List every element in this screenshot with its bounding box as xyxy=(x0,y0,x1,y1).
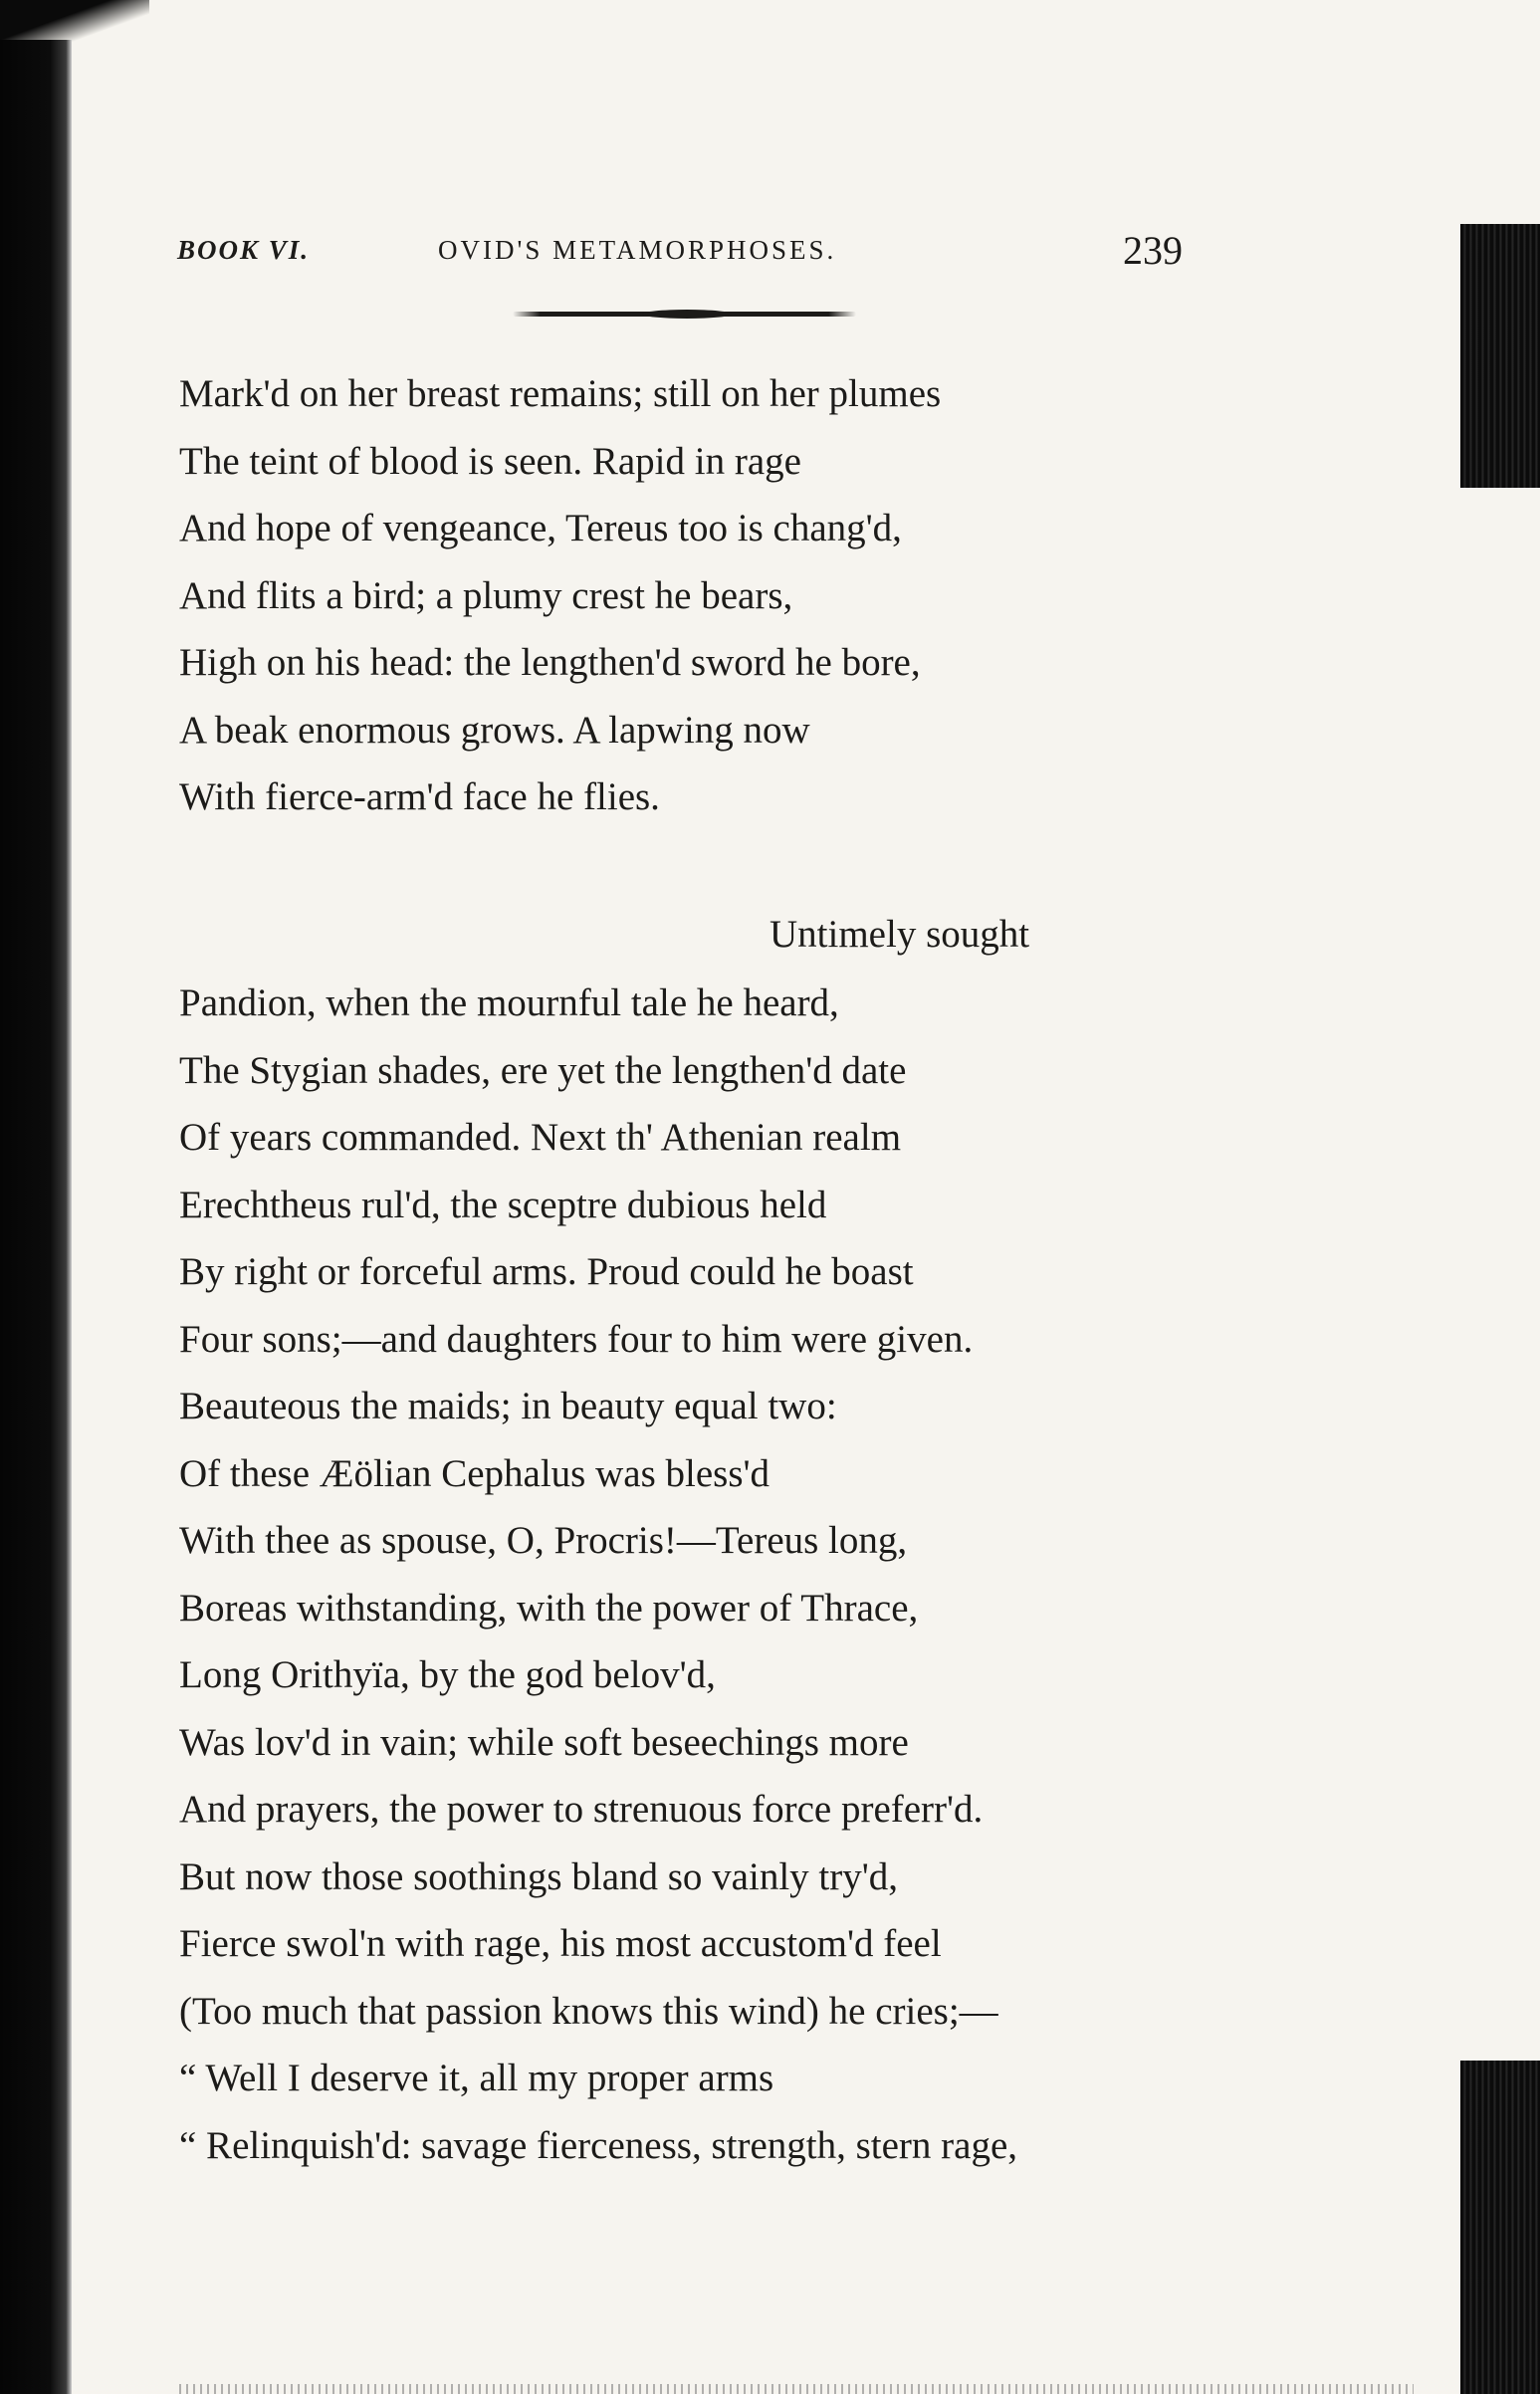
verse-line: Of years commanded. Next th' Athenian realm xyxy=(179,1116,902,1159)
verse-line: High on his head: the lengthen'd sword he bore, xyxy=(179,641,921,684)
verse-line: Of these Æölian Cephalus was bless'd xyxy=(179,1451,770,1495)
verse-line: The teint of blood is seen. Rapid in rage xyxy=(179,439,801,483)
binding-shadow-left xyxy=(0,40,72,2394)
verse-line: With fierce-arm'd face he flies. xyxy=(179,775,660,818)
stanza-2-opening: Untimely sought xyxy=(770,913,1030,956)
verse-line: And prayers, the power to strenuous force preferr'd. xyxy=(179,1788,984,1831)
verse-line: With thee as spouse, O, Procris!—Tereus long, xyxy=(179,1519,908,1562)
verse-line: And flits a bird; a plumy crest he bears, xyxy=(179,573,793,617)
page-edge-right-top xyxy=(1460,224,1540,488)
verse-line: Pandion, when the mournful tale he heard, xyxy=(179,981,839,1024)
verse-line: But now those soothings bland so vainly try'd, xyxy=(179,1854,899,1898)
verse-line: (Too much that passion knows this wind) he cries;— xyxy=(179,1989,998,2033)
verse-line: By right or forceful arms. Proud could he boast xyxy=(179,1250,914,1293)
verse-line: Long Orithyïa, by the god belov'd, xyxy=(179,1653,716,1696)
verse-line: A beak enormous grows. A lapwing now xyxy=(179,708,810,752)
verse-line: Beauteous the maids; in beauty equal two: xyxy=(179,1385,837,1427)
stanza-1 xyxy=(179,360,941,831)
page-edge-right-bottom xyxy=(1460,2061,1540,2394)
verse-line: Mark'd on her breast remains; still on her plumes xyxy=(179,372,942,415)
verse-line: Was lov'd in vain; while soft beseechings more xyxy=(179,1720,909,1764)
verse-line: Fierce swol'n with rage, his most accustom'd feel xyxy=(179,1922,942,1965)
verse-line: Boreas withstanding, with the power of Thrace, xyxy=(179,1586,919,1630)
running-head-title: OVID'S METAMORPHOSES. xyxy=(438,235,837,265)
ornamental-rule xyxy=(513,312,856,317)
verse-line: The Stygian shades, ere yet the lengthen'd date xyxy=(179,1048,907,1092)
running-head xyxy=(177,228,1183,273)
verse-line: “ Relinquish'd: savage fierceness, strength, stern rage, xyxy=(179,2123,1018,2167)
scan-bottom-edge xyxy=(179,2384,1414,2394)
verse-line: “ Well I deserve it, all my proper arms xyxy=(179,2057,774,2099)
verse-line: Four sons;—and daughters four to him were given. xyxy=(179,1317,974,1361)
verse-line: And hope of vengeance, Tereus too is chang'd, xyxy=(179,507,902,549)
verse-line: Erechtheus rul'd, the sceptre dubious held xyxy=(179,1183,827,1226)
running-head-book: BOOK VI. xyxy=(177,235,311,265)
stanza-2 xyxy=(179,970,1017,2179)
page-number: 239 xyxy=(1123,228,1183,273)
